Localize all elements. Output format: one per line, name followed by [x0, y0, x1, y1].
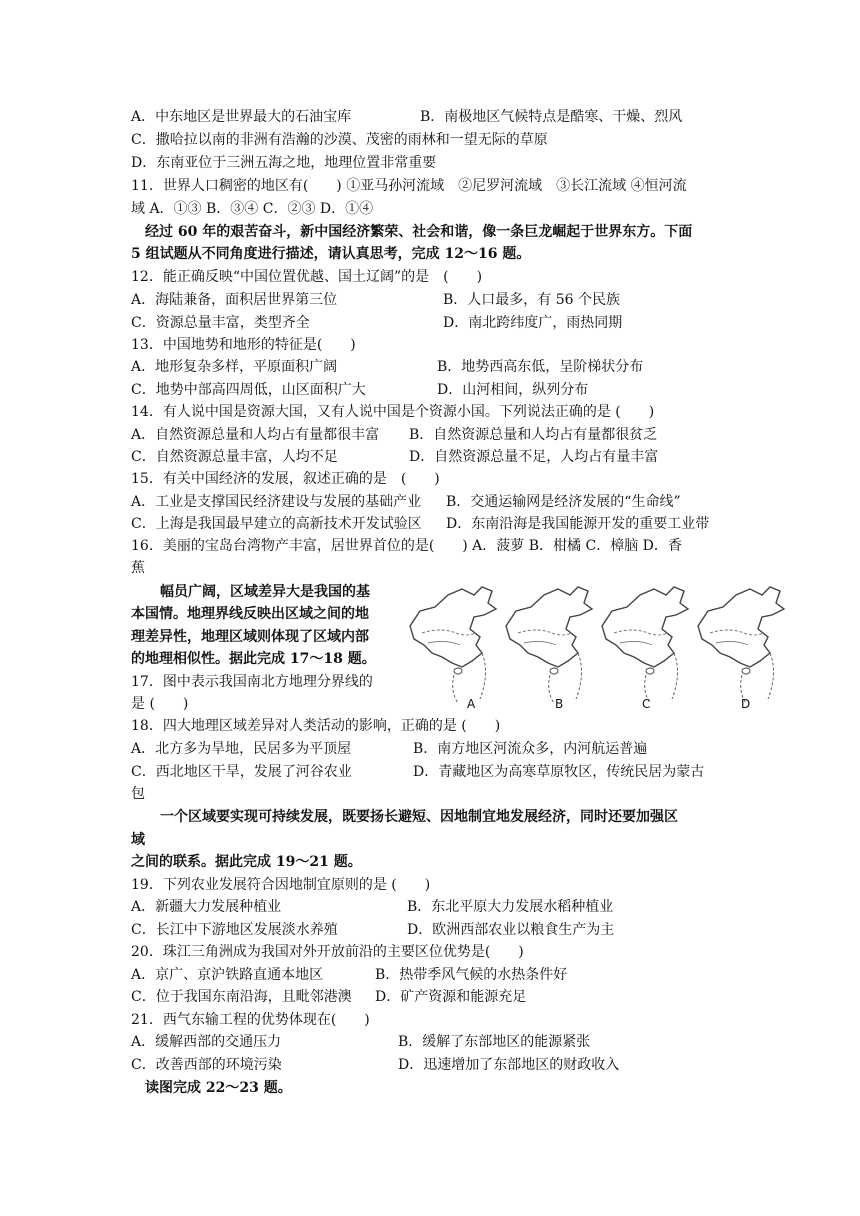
china-map-a: [410, 587, 496, 703]
q10-option-b: B．南极地区气候特点是酷寒、干燥、烈风: [420, 109, 683, 125]
q12-stem: 12．能正确反映“中国位置优越、国土辽阔”的是 ( ): [131, 269, 483, 285]
q11-line1: 11．世界人口稠密的地区有( ) ①亚马孙河流域 ②尼罗河流域 ③长江流域 ④恒河流: [131, 178, 687, 194]
q14-option-d: D．自然资源总量不足，人均占有量丰富: [409, 449, 659, 465]
q12-option-c: C．资源总量丰富，类型齐全: [131, 315, 310, 331]
q18-option-c: C．西北地区干旱，发展了河谷农业: [131, 764, 352, 780]
china-map-d: [698, 587, 784, 703]
q15-option-d: D．东南沿海是我国能源开发的重要工业带: [446, 516, 710, 532]
q10-option-c: C．撒哈拉以南的非洲有浩瀚的沙漠、茂密的雨林和一望无际的草原: [131, 132, 548, 148]
q21-option-d: D．迅速增加了东部地区的财政收入: [398, 1057, 620, 1073]
q16-line1: 16．美丽的宝岛台湾物产丰富，居世界首位的是( ) A．菠萝 B．柑橘 C．樟脑 D．香: [131, 538, 682, 554]
map-label-c: C: [642, 697, 651, 711]
q14-option-a: A．自然资源总量和人均占有量都很丰富: [131, 427, 380, 443]
intro-22-23: 读图完成 22～23 题。: [145, 1080, 292, 1096]
q19-stem: 19．下列农业发展符合因地制宜原则的是 ( ): [131, 877, 431, 893]
q14-option-c: C．自然资源总量丰富，人均不足: [131, 449, 338, 465]
q16-line2: 蕉: [131, 560, 145, 576]
q20-option-c: C．位于我国东南沿海，且毗邻港澳: [131, 989, 352, 1005]
map-label-b: B: [555, 697, 564, 711]
q21-stem: 21．西气东输工程的优势体现在( ): [131, 1012, 370, 1028]
map-label-a: A: [467, 697, 476, 711]
intro-19-21-line2: 域: [131, 832, 145, 848]
intro-19-21-line1: 一个区域要实现可持续发展，既要扬长避短、因地制宜地发展经济，同时还要加强区: [160, 809, 678, 825]
q21-option-c: C．改善西部的环境污染: [131, 1057, 282, 1073]
q15-option-c: C．上海是我国最早建立的高新技术开发试验区: [131, 516, 422, 532]
q12-option-a: A．海陆兼备，面积居世界第三位: [131, 292, 338, 308]
intro-17-18-line2: 本国情。地理界线反映出区域之间的地: [131, 606, 369, 622]
q14-option-b: B．自然资源总量和人均占有量都很贫乏: [409, 427, 658, 443]
intro-17-18-line4: 的地理相似性。据此完成 17～18 题。: [131, 651, 376, 667]
map-label-d: D: [741, 697, 751, 711]
q18-stem: 18．四大地理区域差异对人类活动的影响，正确的是 ( ): [131, 718, 501, 734]
q19-option-c: C．长江中下游地区发展淡水养殖: [131, 922, 338, 938]
intro-17-18-line3: 理差异性，地理区域则体现了区域内部: [131, 629, 369, 645]
q17-line1: 17．图中表示我国南北方地理分界线的: [131, 674, 373, 690]
q18-option-d: D．青藏地区为高寒草原牧区，传统民居为蒙古: [413, 764, 705, 780]
china-map-c: [602, 587, 688, 703]
q15-option-a: A．工业是支撑国民经济建设与发展的基础产业: [131, 494, 422, 510]
intro-19-21-line3: 之间的联系。据此完成 19～21 题。: [131, 854, 362, 870]
intro-12-16-line2: 5 组试题从不同角度进行描述，请认真思考，完成 12～16 题。: [131, 246, 531, 262]
q15-stem: 15．有关中国经济的发展，叙述正确的是 ( ): [131, 471, 440, 487]
q12-option-b: B．人口最多，有 56 个民族: [443, 292, 621, 308]
q21-option-a: A．缓解西部的交通压力: [131, 1034, 282, 1050]
china-map-b: [506, 587, 592, 703]
intro-17-18-line1: 幅员广阔，区域差异大是我国的基: [160, 584, 370, 600]
q19-option-b: B．东北平原大力发展水稻种植业: [407, 899, 614, 915]
q13-stem: 13．中国地势和地形的特征是( ): [131, 337, 356, 353]
q20-stem: 20．珠江三角洲成为我国对外开放前沿的主要区位优势是( ): [131, 944, 524, 960]
intro-12-16-line1: 经过 60 年的艰苦奋斗，新中国经济繁荣、社会和谐，像一条巨龙崛起于世界东方。下面: [145, 224, 693, 240]
q20-option-b: B．热带季风气候的水热条件好: [375, 967, 568, 983]
q18-option-b: B．南方地区河流众多，内河航运普遍: [413, 741, 648, 757]
q10-option-d: D．东南亚位于三洲五海之地，地理位置非常重要: [131, 155, 437, 171]
q17-line2: 是 ( ): [131, 696, 189, 712]
q18-option-d-cont: 包: [131, 786, 145, 802]
q11-line2: 域 A．①③ B．③④ C．②③ D．①④: [131, 201, 374, 217]
q12-option-d: D．南北跨纬度广，雨热同期: [443, 315, 623, 331]
q18-option-a: A．北方多为旱地，民居多为平顶屋: [131, 741, 352, 757]
q21-option-b: B．缓解了东部地区的能源紧张: [398, 1034, 591, 1050]
china-maps-figure: [400, 581, 785, 716]
q20-option-a: A．京广、京沪铁路直通本地区: [131, 967, 324, 983]
q13-option-b: B．地势西高东低，呈阶梯状分布: [437, 359, 644, 375]
q19-option-a: A．新疆大力发展种植业: [131, 899, 282, 915]
q20-option-d: D．矿产资源和能源充足: [375, 989, 527, 1005]
q13-option-d: D．山河相间，纵列分布: [437, 382, 589, 398]
q13-option-c: C．地势中部高四周低，山区面积广大: [131, 382, 366, 398]
q10-option-a: A．中东地区是世界最大的石油宝库: [131, 109, 352, 125]
q13-option-a: A．地形复杂多样，平原面积广阔: [131, 359, 338, 375]
q14-stem: 14．有人说中国是资源大国，又有人说中国是个资源小国。下列说法正确的是 ( ): [131, 404, 655, 420]
q19-option-d: D．欧洲西部农业以粮食生产为主: [407, 922, 615, 938]
q15-option-b: B．交通运输网是经济发展的“生命线”: [446, 494, 681, 510]
